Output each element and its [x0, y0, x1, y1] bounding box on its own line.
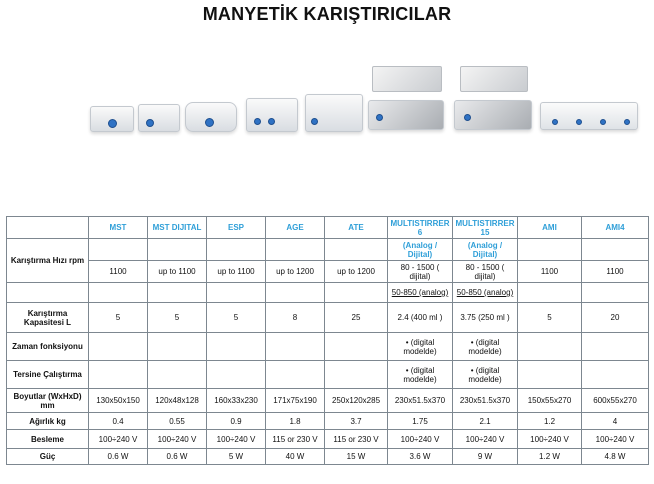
col-header-esp: ESP — [207, 217, 266, 239]
cell: 230x51.5x370 — [453, 389, 518, 413]
cell: 1.75 — [388, 413, 453, 430]
cell: • (digital modelde) — [453, 333, 518, 361]
cell: 100÷240 V — [207, 430, 266, 449]
cell: 80 - 1500 ( dijital) — [388, 261, 453, 283]
product-image-esp — [185, 102, 237, 132]
cell: 100÷240 V — [388, 430, 453, 449]
cell: 1.8 — [266, 413, 325, 430]
row-label-power: Güç — [7, 449, 89, 465]
row-label-speed: Karıştırma Hızı rpm — [7, 239, 89, 283]
cell: 115 or 230 V — [266, 430, 325, 449]
cell: 40 W — [266, 449, 325, 465]
table-row — [7, 333, 649, 361]
cell: 5 — [148, 303, 207, 333]
table-row — [7, 283, 649, 303]
cell: 5 — [89, 303, 148, 333]
table-row — [7, 413, 649, 430]
col-header-mst: MST — [89, 217, 148, 239]
cell: up to 1100 — [207, 261, 266, 283]
row-label-reverse: Tersine Çalıştırma — [7, 361, 89, 389]
row-label-dims: Boyutlar (WxHxD) mm — [7, 389, 89, 413]
cell: 5 W — [207, 449, 266, 465]
product-image-multistirrer-15 — [454, 66, 534, 136]
cell: 1100 — [582, 261, 649, 283]
cell: 2.4 (400 ml ) — [388, 303, 453, 333]
cell: 0.55 — [148, 413, 207, 430]
cell: 2.1 — [453, 413, 518, 430]
cell: up to 1200 — [266, 261, 325, 283]
row-label-power-supply: Besleme — [7, 430, 89, 449]
row-label-weight: Ağırlık kg — [7, 413, 89, 430]
cell: 1100 — [89, 261, 148, 283]
cell: 100÷240 V — [518, 430, 582, 449]
page-title: MANYETİK KARIŞTIRICILAR — [202, 4, 452, 24]
cell: up to 1100 — [148, 261, 207, 283]
cell: 25 — [325, 303, 388, 333]
cell: 230x51.5x370 — [388, 389, 453, 413]
cell: 0.9 — [207, 413, 266, 430]
col-header-multistirrer-6: MULTISTIRRER 6 — [388, 217, 453, 239]
subtitle-ms6: (Analog / Dijital) — [402, 240, 438, 259]
col-header-multistirrer-15: MULTISTIRRER 15 — [453, 217, 518, 239]
col-header-ami: AMI — [518, 217, 582, 239]
col-header-age: AGE — [266, 217, 325, 239]
product-image-mst-dijital — [138, 104, 180, 132]
product-image-multistirrer-6 — [368, 66, 448, 136]
cell: 8 — [266, 303, 325, 333]
cell: 600x55x270 — [582, 389, 649, 413]
cell: • (digital modelde) — [388, 333, 453, 361]
col-header-ate: ATE — [325, 217, 388, 239]
cell: 115 or 230 V — [325, 430, 388, 449]
cell: 20 — [582, 303, 649, 333]
cell: 171x75x190 — [266, 389, 325, 413]
product-image-ami — [540, 102, 640, 134]
cell: 1.2 — [518, 413, 582, 430]
table-row — [7, 449, 649, 465]
cell: up to 1200 — [325, 261, 388, 283]
cell: 80 - 1500 ( dijital) — [453, 261, 518, 283]
product-image-age — [246, 98, 298, 132]
cell: 0.6 W — [89, 449, 148, 465]
cell: 130x50x150 — [89, 389, 148, 413]
table-row — [7, 261, 649, 283]
table-row — [7, 303, 649, 333]
spec-table — [6, 216, 649, 465]
cell: 9 W — [453, 449, 518, 465]
cell: 50-850 (analog) — [388, 283, 453, 303]
subtitle-ms15: (Analog / Dijital) — [467, 240, 503, 259]
cell: 100÷240 V — [148, 430, 207, 449]
cell: 100÷240 V — [453, 430, 518, 449]
cell: 100÷240 V — [89, 430, 148, 449]
col-header-mst-dijital: MST DIJITAL — [148, 217, 207, 239]
cell: 100÷240 V — [582, 430, 649, 449]
cell: • (digital modelde) — [388, 361, 453, 389]
cell: 1.2 W — [518, 449, 582, 465]
col-header-ami4: AMI4 — [582, 217, 649, 239]
cell: • (digital modelde) — [453, 361, 518, 389]
cell: 4.8 W — [582, 449, 649, 465]
cell: 4 — [582, 413, 649, 430]
cell: 0.6 W — [148, 449, 207, 465]
cell: 1100 — [518, 261, 582, 283]
cell: 150x55x270 — [518, 389, 582, 413]
cell: 0.4 — [89, 413, 148, 430]
cell: 3.75 (250 ml ) — [453, 303, 518, 333]
header-empty-cell — [7, 217, 89, 239]
product-photos — [0, 40, 654, 190]
row-label-capacity: Karıştırma Kapasitesi L — [7, 303, 89, 333]
cell: 50-850 (analog) — [453, 283, 518, 303]
product-image-mst — [90, 106, 134, 132]
table-header-row — [7, 217, 649, 239]
table-row — [7, 430, 649, 449]
cell: 3.6 W — [388, 449, 453, 465]
cell: 160x33x230 — [207, 389, 266, 413]
cell: 15 W — [325, 449, 388, 465]
table-row — [7, 239, 649, 261]
cell: 5 — [207, 303, 266, 333]
table-row — [7, 389, 649, 413]
cell: 3.7 — [325, 413, 388, 430]
cell: 120x48x128 — [148, 389, 207, 413]
product-image-ate — [305, 94, 363, 132]
cell: 250x120x285 — [325, 389, 388, 413]
row-label-timer: Zaman fonksiyonu — [7, 333, 89, 361]
cell: 5 — [518, 303, 582, 333]
table-row — [7, 361, 649, 389]
